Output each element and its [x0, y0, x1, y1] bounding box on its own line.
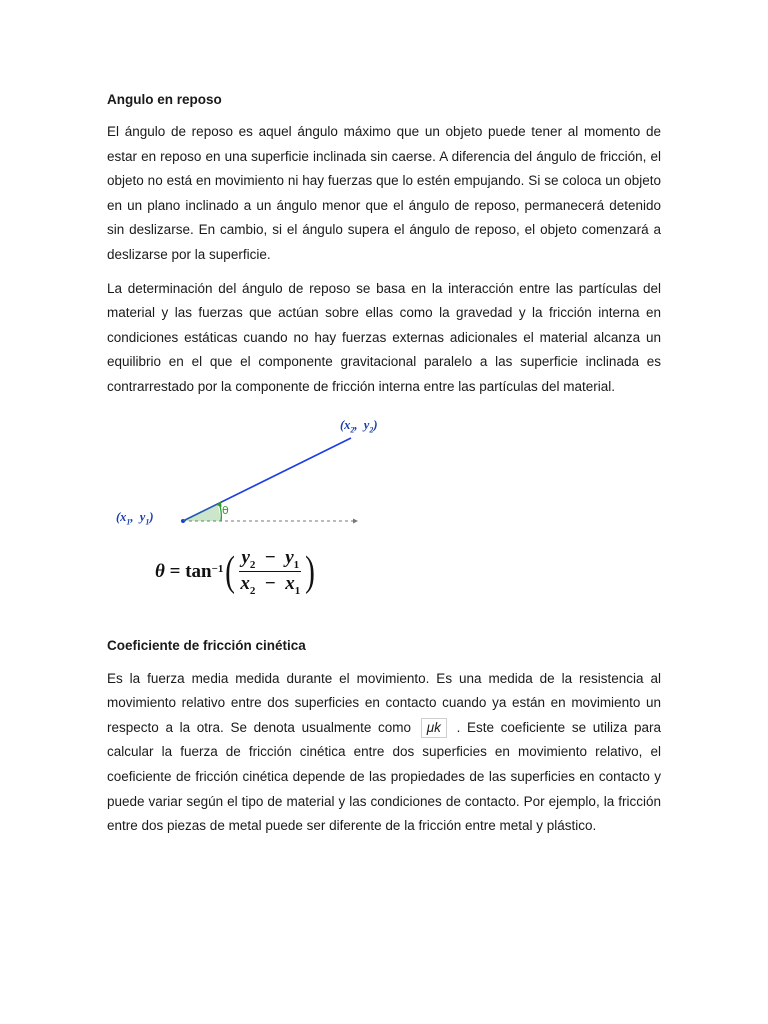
paragraph-kinetic-friction [107, 667, 661, 839]
section-heading-angle-of-repose: Angulo en reposo [107, 92, 222, 107]
angle-figure [107, 414, 399, 614]
paragraph-determination: La determinación del ángulo de reposo se basa en la interacción entre las partículas del material y las fuerzas que actúan sobre ellas como la gravedad y la fricción interna en condiciones estáticas cuando no hay fuerzas externas adicionales el material alcanza un equilibrio en el que el componente gravitacional paralelo a las superficie inclinada es contrarrestado por la componente de fricción interna entre las partículas del material. [107, 280, 661, 394]
angle-fill [183, 504, 221, 521]
document-page [107, 90, 661, 839]
point-2-label: ($x_2$, $y_2$) [340, 417, 378, 435]
point-1-label: ($x_1$, $y_1$) [116, 509, 154, 527]
formula-fraction [238, 547, 302, 598]
formula-numerator: $y_2 - y_1$ [241, 546, 300, 571]
section-heading-kinetic-friction: Coeficiente de fricción cinética [107, 637, 306, 653]
paragraph-kinetic-after: . Este coeficiente se utiliza para calcular la fuerza de fricción cinética entre dos superficies en movimiento relativo, el coeficiente de fricción cinética depende de las propiedades de las superficies en contacto y puede variar según el tipo de material y las condiciones de contacto. Por ejemplo, la fricción entre dos piezas de metal puede ser diferente de la fricción entre metal y plástico. [107, 719, 661, 834]
formula-denominator: $x_2 - x_1$ [240, 573, 301, 598]
mu-k-symbol: μk [421, 718, 447, 738]
paragraph-definition: El ángulo de reposo es aquel ángulo máximo que un objeto puede tener al momento de estar en reposo en una superficie inclinada sin caerse. A diferencia del ángulo de fricción, el objeto no está en movimiento ni hay fuerzas que lo estén empujando. Si se coloca un objeto en un plano inclinado a un ángulo menor que el ángulo de reposo, permanecerá detenido sin deslizarse. En cambio, si el ángulo supera el ángulo de reposo, el objeto comenzará a deslizarse por la superficie. [107, 124, 661, 262]
baseline-arrowhead [353, 518, 358, 523]
paragraph-kinetic-before: Es la fuerza media medida durante el movimiento. Es una medida de la resistencia al movimiento relativo entre dos superficies en contacto cuando ya están en movimiento un respecto a la otra. Se denota usualmente como [107, 670, 661, 735]
angle-formula: θ = tan $^{-1}$ ( $\frac{y_2 - y_1}{x_2 - x_1}$ ) [155, 546, 316, 598]
angle-label: θ [222, 503, 229, 517]
